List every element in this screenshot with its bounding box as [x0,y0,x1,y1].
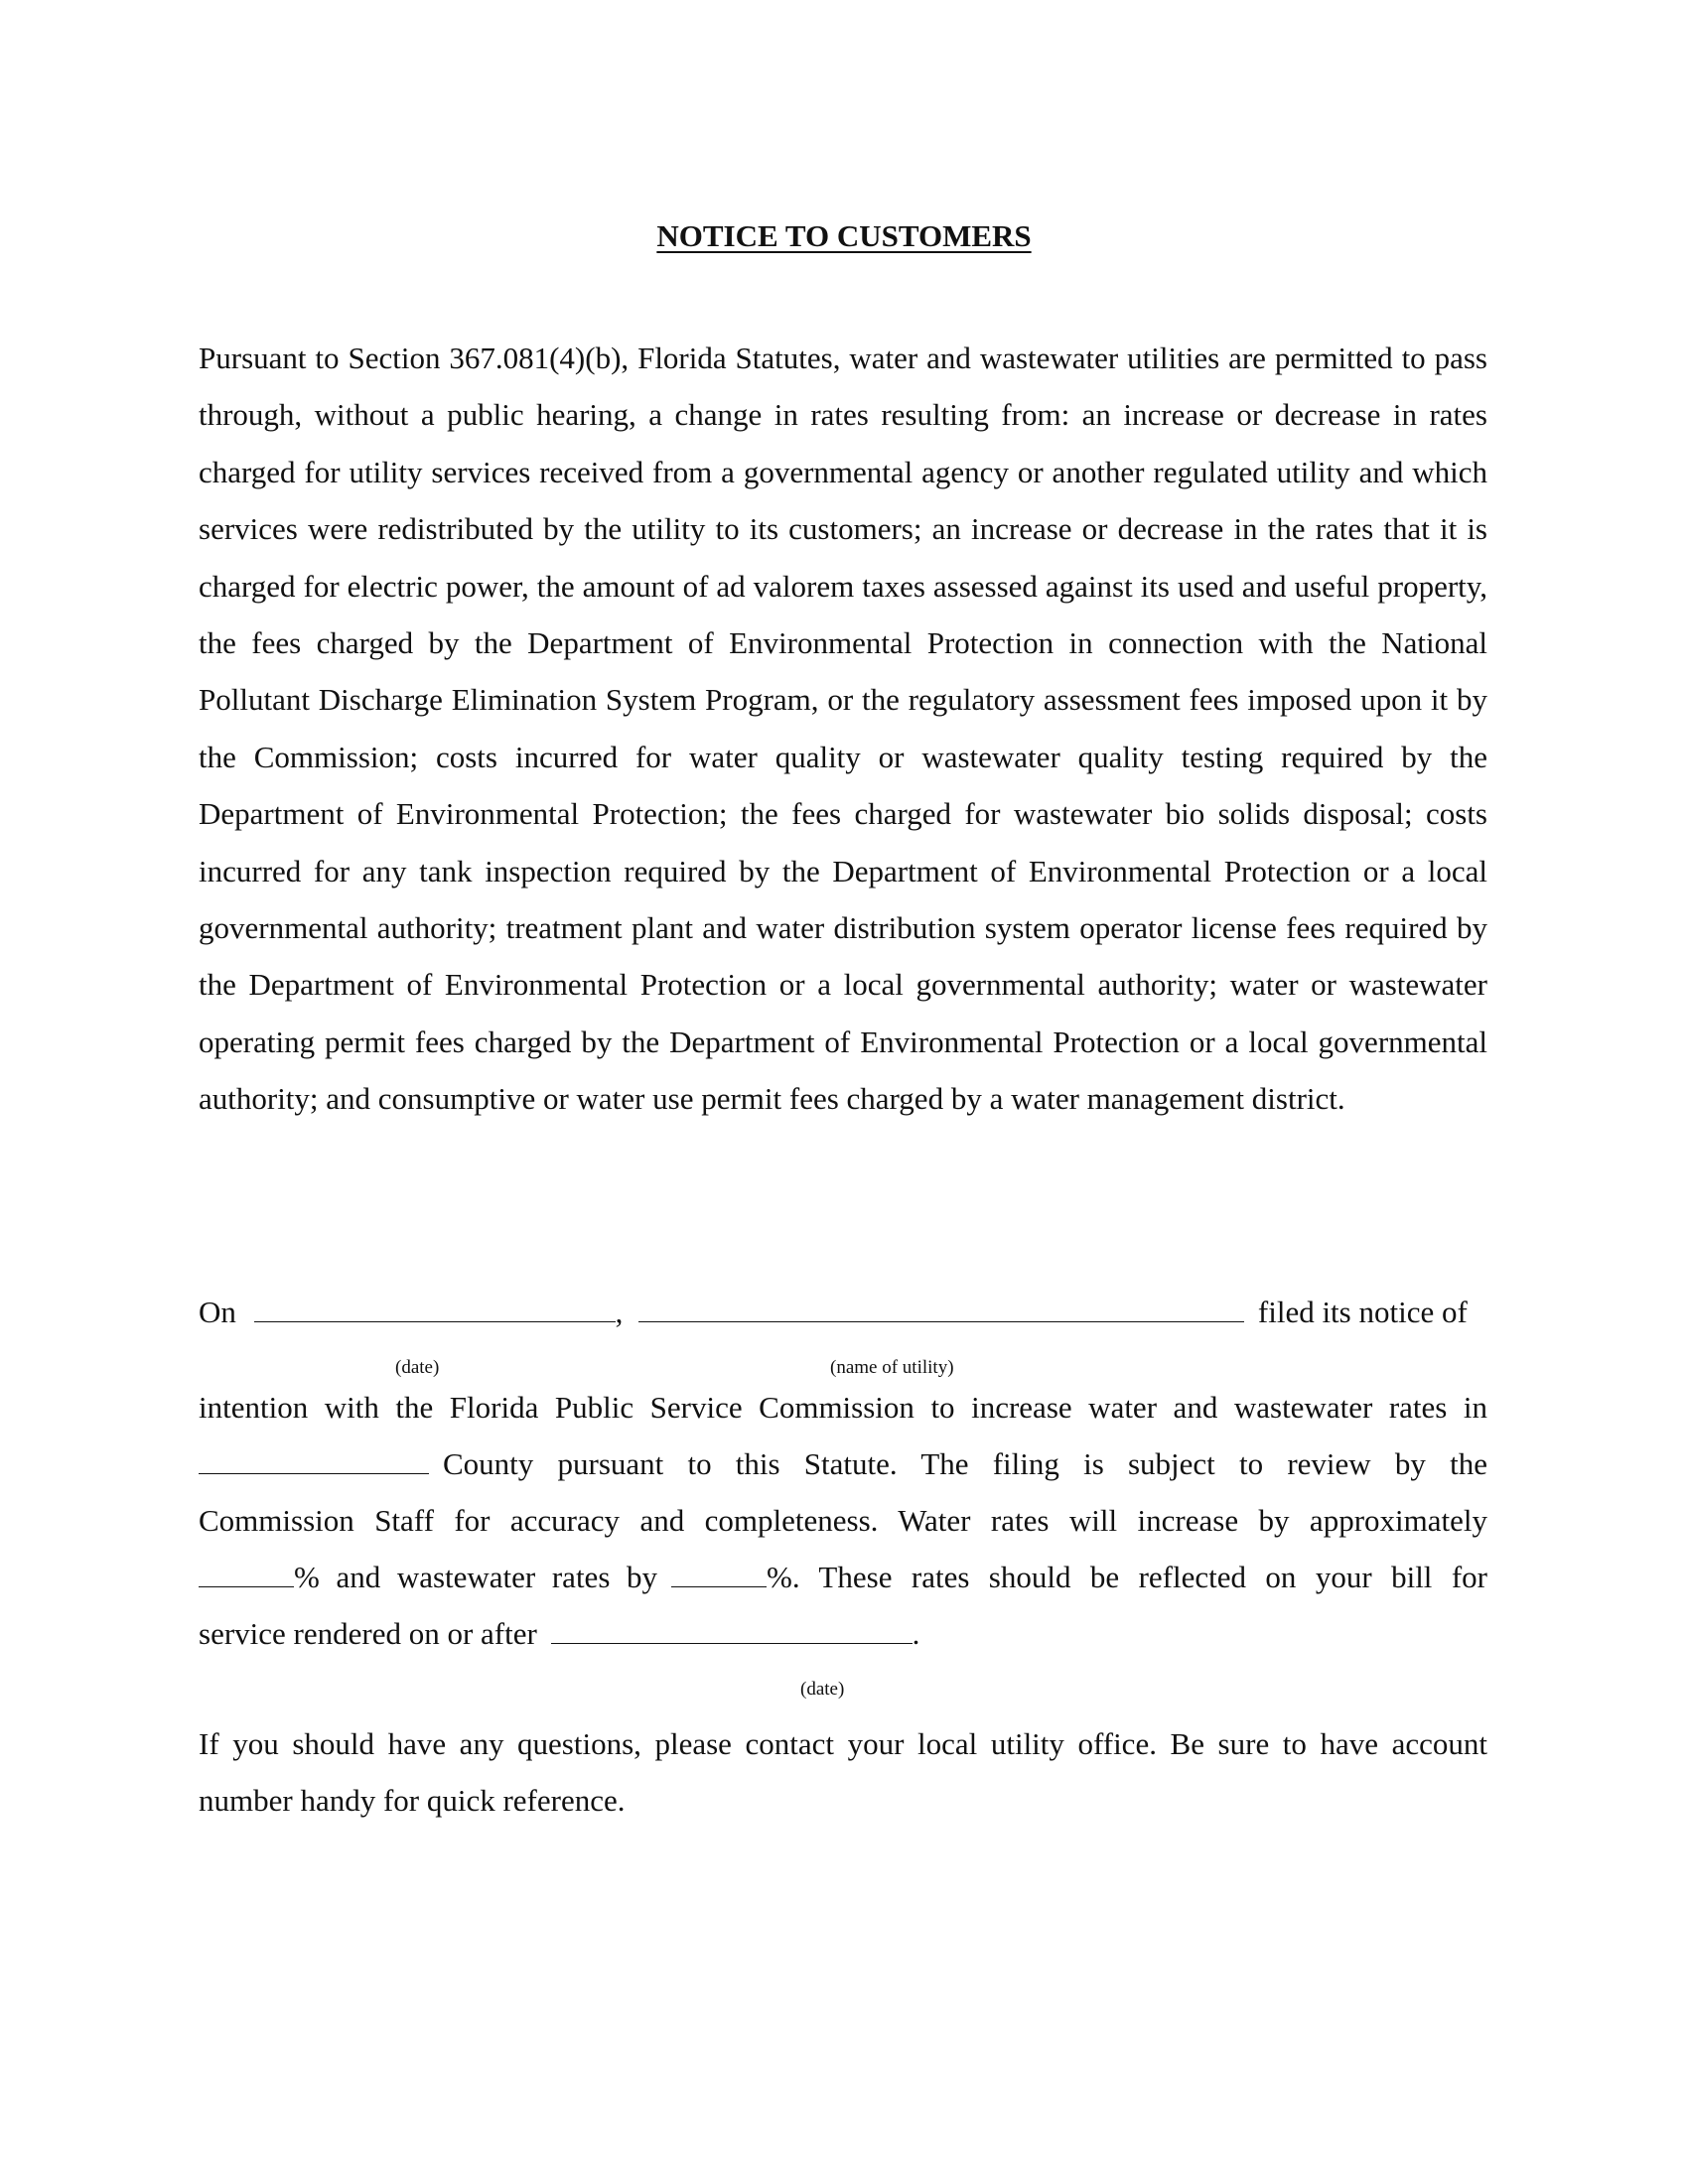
filing-line-5 [199,1558,1487,1597]
comma-separator: , [615,1295,624,1329]
filed-notice-text: filed its notice of [1257,1295,1468,1329]
period: . [912,1616,920,1651]
filing-line-4: Commission Staff for accuracy and completeness. Water rates will increase by approximately [199,1503,1487,1538]
water-percent-blank[interactable] [199,1559,294,1587]
filing-line-3 [199,1444,1487,1484]
on-label: On [199,1295,236,1329]
filing-line-2: intention with the Florida Public Service Commission to increase water and wastewater rates in [199,1390,1487,1425]
water-percent-text: % and wastewater rates by [294,1560,657,1594]
document-title: NOTICE TO CUSTOMERS [656,218,1032,253]
paragraph-questions: If you should have any questions, please contact your local utility office. Be sure to have account number handy for quick reference. [199,1726,1487,1819]
date-caption: (date) [395,1357,440,1378]
county-text: County pursuant to this Statute. The filing is subject to review by the [443,1446,1487,1481]
date-blank[interactable] [254,1294,616,1322]
filing-line-1 [199,1293,1487,1332]
county-blank[interactable] [199,1445,429,1474]
wastewater-percent-text: %. These rates should be reflected on your bill for [767,1560,1487,1594]
wastewater-percent-blank[interactable] [671,1559,767,1587]
service-rendered-text: service rendered on or after [199,1616,537,1651]
service-date-caption: (date) [800,1679,845,1700]
service-date-blank[interactable] [551,1615,913,1644]
paragraph-statute: Pursuant to Section 367.081(4)(b), Florida Statutes, water and wastewater utilities are permitted to pass through, without a public hearing, a change in rates resulting from: an increase or decrease in rates charged for utility services received from a governmental agency or another regulated utility and which services were redistributed by the utility to its customers; an increase or decrease in the rates that it is charged for electric power, the amount of ad valorem taxes assessed against its used and useful property, the fees charged by the Department of Environmental Protection in connection with the National Pollutant Discharge Elimination System Program, or the regulatory assessment fees imposed upon it by the Commission; costs incurred for water quality or wastewater quality testing required by the Department of Environmental Protection; the fees charged for wastewater bio solids disposal; costs incurred for any tank inspection required by the Department of Environmental Protection or a local governmental authority; treatment plant and water distribution system operator license fees required by the Department of Environmental Protection or a local governmental authority; water or wastewater operating permit fees charged by the Department of Environmental Protection or a local governmental authority; and consumptive or water use permit fees charged by a water management district. [199,341,1487,1117]
filing-line-6 [199,1614,1487,1654]
utility-name-blank[interactable] [638,1294,1244,1322]
utility-name-caption: (name of utility) [830,1357,954,1378]
